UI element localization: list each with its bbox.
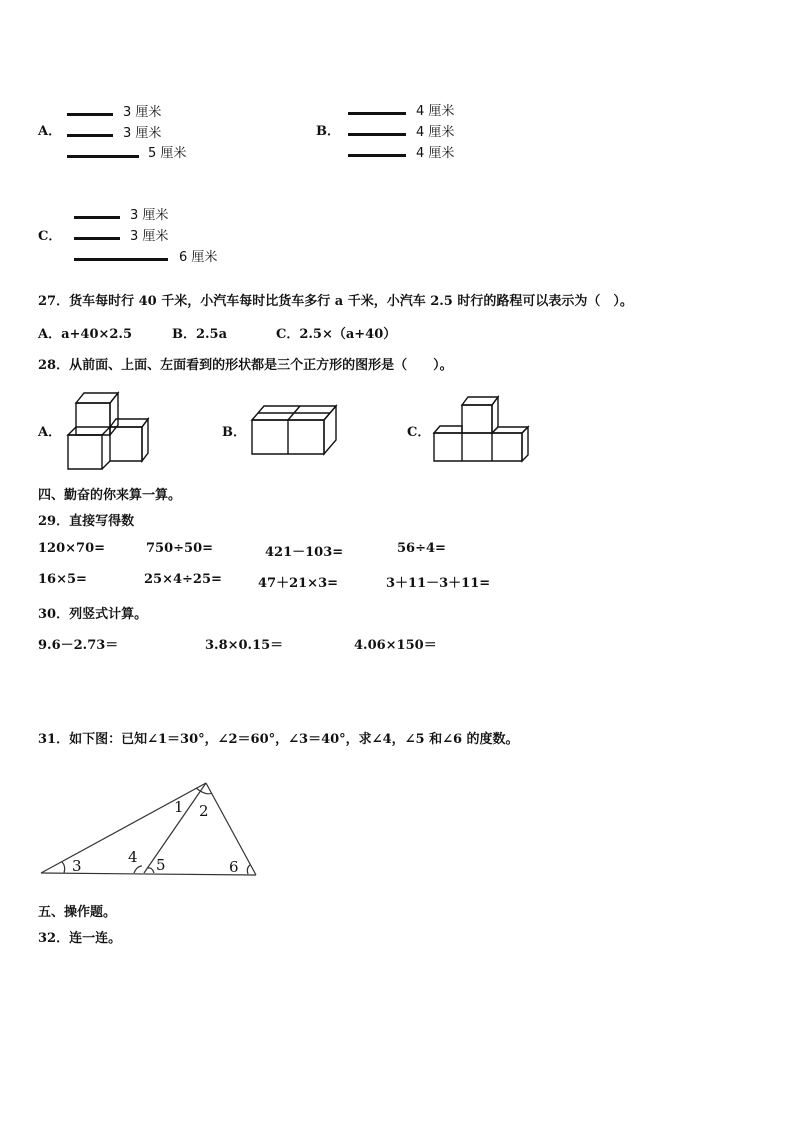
angle-label-1: 1	[174, 798, 184, 816]
q29-item-1: 120×70=	[38, 541, 106, 556]
angle-label-2: 2	[199, 802, 209, 820]
q28-option-b: B．	[222, 425, 246, 440]
q27-question: 27．货车每时行 40 千米，小汽车每时比货车多行 a 千米，小汽车 2.5 时行的路程可以表示为（ ）。	[38, 294, 633, 309]
cube-figure-b	[248, 400, 340, 460]
segment-c2	[74, 237, 120, 240]
q31-question: 31．如下图：已知∠1＝30°，∠2＝60°，∠3＝40°，求∠4，∠5 和∠6 的度数。	[38, 732, 519, 747]
segment-label-b2: 4 厘米	[416, 125, 455, 140]
q29-item-4: 56÷4=	[397, 541, 446, 556]
segment-b1	[348, 112, 406, 115]
q27-option-a: A．a+40×2.5	[38, 327, 133, 342]
segment-b2	[348, 133, 406, 136]
segment-a3	[67, 155, 139, 158]
segment-label-b3: 4 厘米	[416, 146, 455, 161]
angle-label-4: 4	[128, 848, 138, 866]
segment-a2	[67, 134, 113, 137]
q29-item-8: 3＋11－3＋11=	[386, 576, 491, 591]
segment-label-b1: 4 厘米	[416, 104, 455, 119]
segment-label-a1: 3 厘米	[123, 105, 162, 120]
angle-label-5: 5	[156, 856, 166, 874]
q29-item-7: 47＋21×3=	[258, 576, 339, 591]
q30-question: 30．列竖式计算。	[38, 607, 148, 622]
option-label-c: C．	[38, 229, 62, 244]
angle-label-6: 6	[229, 858, 239, 876]
triangle-diagram	[36, 776, 262, 880]
q28-option-a: A．	[38, 425, 62, 440]
angle-label-3: 3	[72, 857, 82, 875]
segment-b3	[348, 154, 406, 157]
q29-item-3: 421－103=	[265, 545, 344, 560]
segment-label-c3: 6 厘米	[179, 250, 218, 265]
segment-label-a2: 3 厘米	[123, 126, 162, 141]
segment-label-c2: 3 厘米	[130, 229, 169, 244]
segment-c3	[74, 258, 168, 261]
q32-question: 32．连一连。	[38, 931, 122, 946]
option-label-b: B．	[316, 124, 340, 139]
q29-question: 29．直接写得数	[38, 514, 135, 529]
q29-item-6: 25×4÷25=	[144, 572, 222, 587]
q29-item-2: 750÷50=	[146, 541, 214, 556]
segment-label-c1: 3 厘米	[130, 208, 169, 223]
section-4-heading: 四、勤奋的你来算一算。	[38, 488, 182, 503]
segment-a1	[67, 113, 113, 116]
q29-item-5: 16×5=	[38, 572, 87, 587]
q28-question: 28．从前面、上面、左面看到的形状都是三个正方形的图形是（ ）。	[38, 358, 453, 373]
q30-item-1: 9.6－2.73＝	[38, 638, 119, 653]
q27-option-b: B．2.5a	[172, 327, 228, 342]
q30-item-2: 3.8×0.15＝	[205, 638, 284, 653]
q30-item-3: 4.06×150＝	[354, 638, 437, 653]
section-5-heading: 五、操作题。	[38, 905, 117, 920]
q27-option-c: C．2.5×（a+40）	[276, 327, 397, 342]
cube-figure-c	[430, 393, 530, 465]
segment-c1	[74, 216, 120, 219]
segment-label-a3: 5 厘米	[148, 146, 187, 161]
q28-option-c: C．	[407, 425, 431, 440]
cube-figure-a	[62, 385, 154, 475]
option-label-a: A．	[38, 124, 62, 139]
